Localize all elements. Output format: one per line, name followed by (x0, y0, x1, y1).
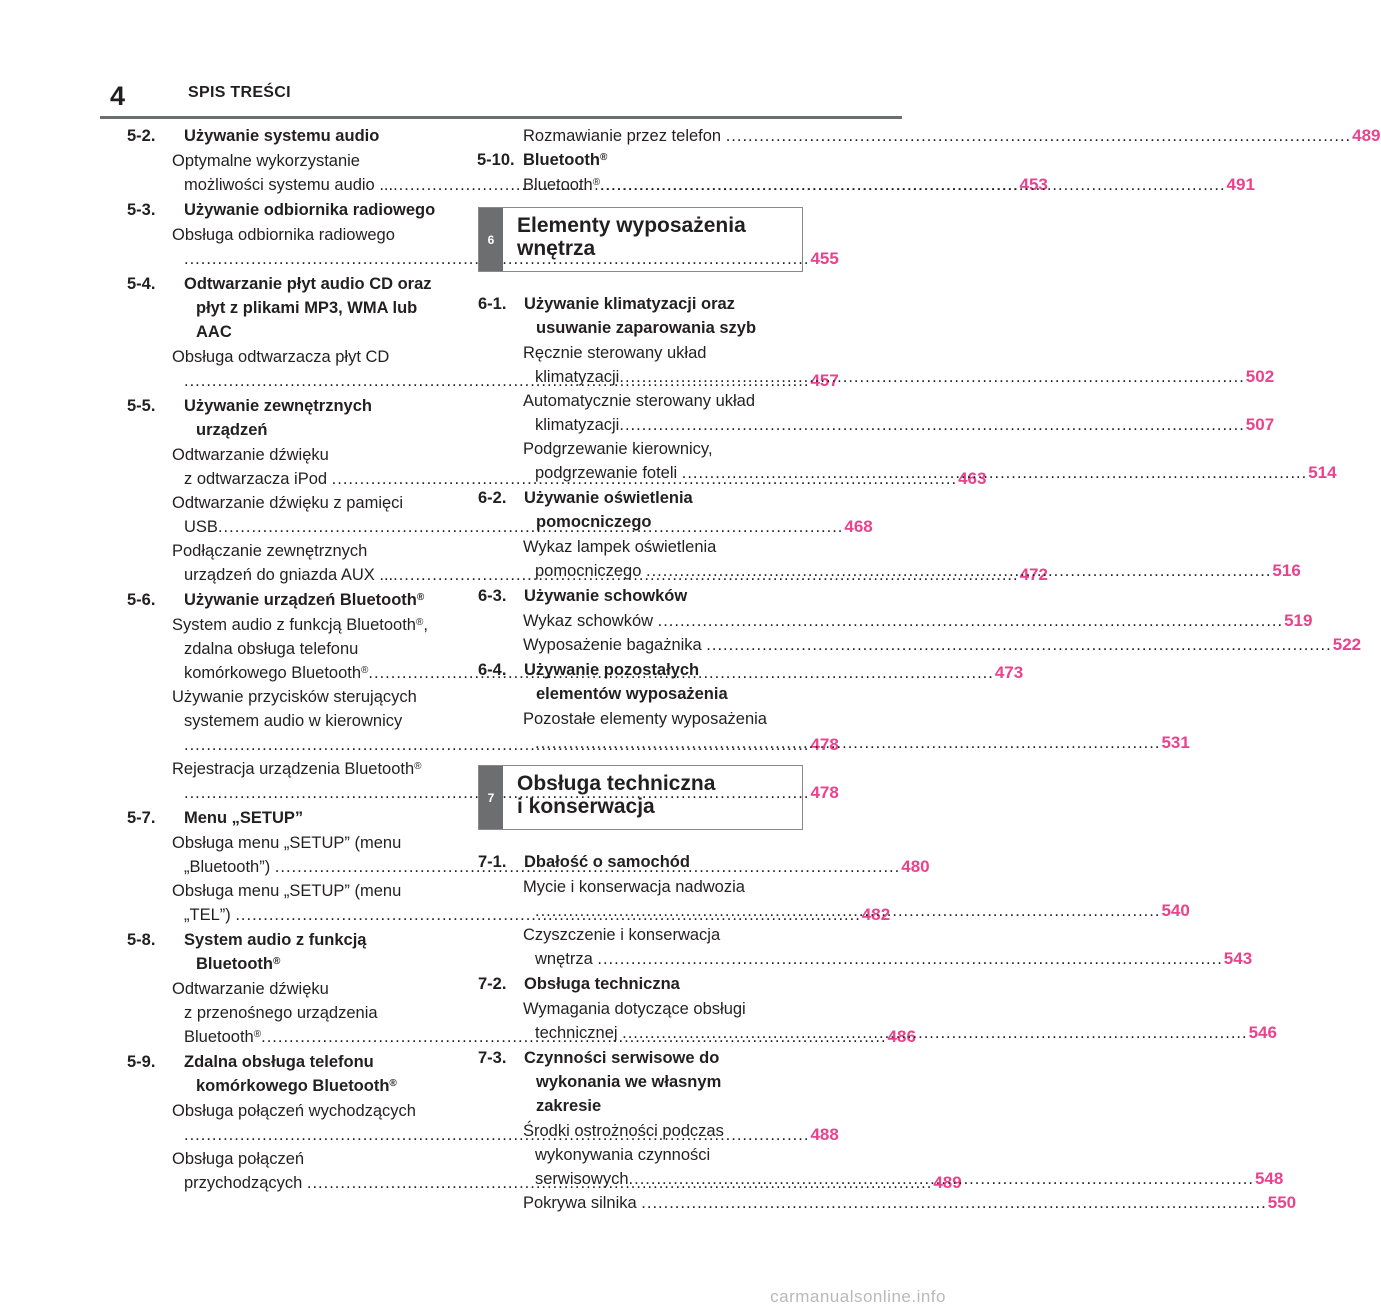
page-link[interactable]: 468 (844, 517, 873, 536)
header-title: SPIS TREŚCI (188, 84, 291, 101)
toc-entry-text: wnętrza (535, 950, 598, 968)
toc-entry-text: USB (184, 518, 218, 536)
toc-entry-line: Czyszczenie i konserwacja (523, 926, 721, 944)
section-number: 5-6. (127, 591, 156, 609)
toc-leader-line[interactable] (523, 413, 1275, 437)
toc-entry-line: Wykaz lampek oświetlenia (523, 538, 717, 556)
toc-entry-line: Obsługa odtwarzacza płyt CD (172, 348, 390, 366)
toc-leader-line[interactable] (172, 903, 891, 927)
toc-entry-line: Pozostałe elementy wyposażenia (523, 710, 767, 728)
toc-entry[interactable] (478, 609, 1313, 633)
section-heading[interactable] (127, 124, 457, 148)
chapter-title: Obsługa techniczna i konserwacja (517, 772, 716, 818)
section-number: 6-1. (478, 295, 507, 313)
toc-entry-line: Automatycznie sterowany układ (523, 392, 756, 410)
toc-leader-line[interactable] (172, 247, 839, 271)
page-header (100, 78, 902, 119)
page-link[interactable]: 453 (1019, 175, 1048, 194)
page-link[interactable]: 502 (1245, 367, 1275, 386)
page-link[interactable]: 478 (810, 735, 839, 754)
page-link[interactable]: 522 (1332, 635, 1362, 654)
section-heading[interactable] (478, 658, 808, 706)
page-link[interactable]: 478 (810, 783, 839, 802)
chapter-box[interactable] (478, 207, 803, 272)
leader-dots (535, 734, 1160, 752)
leader-dots (622, 1024, 1247, 1042)
toc-entry-line: System audio z funkcją Bluetooth®, (172, 616, 428, 634)
section-number: 5-8. (127, 931, 156, 949)
toc-entry-text: komórkowego Bluetooth® (184, 664, 369, 682)
toc-entry-text: „TEL”) (184, 906, 236, 924)
section-title: Używanie schowków (524, 587, 688, 605)
page-link[interactable]: 507 (1245, 415, 1275, 434)
page-link[interactable]: 514 (1308, 463, 1337, 482)
section-heading[interactable] (478, 486, 808, 534)
leader-dots (629, 1170, 1254, 1188)
section-title: Używanie klimatyzacji oraz usuwanie zaparowania szyb (524, 295, 757, 337)
toc-leader-line[interactable] (523, 1191, 1297, 1215)
toc-entry-text: urządzeń do gniazda AUX ... (184, 566, 394, 584)
toc-leader-line[interactable] (523, 947, 1253, 971)
toc-entry[interactable] (478, 633, 1362, 657)
page-link[interactable]: 540 (1161, 901, 1190, 920)
section-number: 5-7. (127, 809, 156, 827)
page-link[interactable]: 550 (1267, 1193, 1297, 1212)
section-heading[interactable] (127, 928, 457, 976)
section-title: Używanie zewnętrznych urządzeń (184, 397, 372, 439)
leader-dots (646, 562, 1271, 580)
page-link[interactable]: 457 (810, 371, 839, 390)
section-heading[interactable] (478, 850, 808, 874)
page-link[interactable]: 473 (994, 663, 1024, 682)
section-title: System audio z funkcją Bluetooth® (184, 931, 367, 973)
toc-leader-line[interactable] (172, 515, 873, 539)
section-number: 5-3. (127, 201, 156, 219)
toc-entry-text: pomocniczego (535, 562, 646, 580)
section-title: Zdalna obsługa telefonu komórkowego Bluetooth® (184, 1053, 397, 1095)
section-heading[interactable] (478, 584, 808, 608)
toc-entry-line: zdalna obsługa telefonu (184, 640, 359, 658)
section-title: Używanie pozostałych elementów wyposażenia (524, 661, 728, 703)
section-number: 5-4. (127, 275, 156, 293)
leader-dots (535, 902, 1160, 920)
toc-entry-text: Wykaz schowków (523, 612, 658, 630)
page-link[interactable]: 455 (810, 249, 839, 268)
section-number: 5-2. (127, 127, 156, 145)
leader-dots (726, 127, 1351, 145)
toc-entry[interactable] (478, 1191, 1297, 1215)
toc-entry-text: przychodzących (184, 1174, 307, 1192)
leader-dots (619, 368, 1244, 386)
toc-entry-line: Odtwarzanie dźwięku z pamięci (172, 494, 404, 512)
toc-entry-line: Obsługa połączeń (172, 1150, 305, 1168)
page-link[interactable]: 548 (1254, 1169, 1284, 1188)
toc-entry[interactable] (478, 389, 1275, 437)
toc-entry-text: możliwości systemu audio ... (184, 176, 394, 194)
chapter-tab: 7 (479, 766, 503, 829)
section-number: 7-1. (478, 853, 507, 871)
toc-entry-line: wykonywania czynności (535, 1146, 711, 1164)
page-link[interactable]: 543 (1223, 949, 1253, 968)
toc-entry-text: technicznej (535, 1024, 623, 1042)
leader-dots (597, 950, 1222, 968)
toc-entry-text: klimatyzacji (535, 368, 620, 386)
section-number: 5-10. (477, 151, 515, 169)
leader-dots (600, 176, 1225, 194)
page-link[interactable]: 546 (1248, 1023, 1277, 1042)
section-title: Czynności serwisowe do wykonania we własnym zakresie (524, 1049, 722, 1115)
toc-entry-text: serwisowych (535, 1170, 629, 1188)
toc-leader-line[interactable] (172, 733, 839, 757)
toc-entry-line: Obsługa menu „SETUP” (menu (172, 834, 402, 852)
leader-dots (706, 636, 1331, 654)
toc-entry-text: „Bluetooth”) (184, 858, 275, 876)
page-link[interactable]: 486 (887, 1027, 916, 1046)
section-number: 6-3. (478, 587, 507, 605)
page-link[interactable]: 488 (810, 1125, 839, 1144)
section-heading[interactable] (127, 272, 457, 344)
toc-entry-line: Podgrzewanie kierownicy, (523, 440, 713, 458)
leader-dots (658, 612, 1283, 630)
toc-entry-text: Wyposażenie bagażnika (523, 636, 707, 654)
toc-entry-line: Optymalne wykorzystanie (172, 152, 360, 170)
toc-entry-line: Obsługa odbiornika radiowego (172, 226, 395, 244)
section-heading[interactable] (478, 972, 808, 996)
chapter-title: Elementy wyposażenia wnętrza (517, 214, 746, 260)
page-link[interactable]: 519 (1284, 611, 1313, 630)
chapter-tab: 6 (479, 208, 503, 271)
section-title: Odtwarzanie płyt audio CD oraz płyt z plikami MP3, WMA lub AAC (184, 275, 432, 341)
toc-section (478, 584, 1362, 657)
section-title: Dbałość o samochód (524, 853, 690, 871)
section-number: 6-4. (478, 661, 507, 679)
toc-entry[interactable] (478, 124, 1381, 148)
page-number: 4 (110, 81, 126, 111)
section-number: 7-2. (478, 975, 507, 993)
toc-entry-line: Odtwarzanie dźwięku (172, 980, 329, 998)
toc-entry-text: klimatyzacji (535, 416, 620, 434)
leader-dots (682, 464, 1307, 482)
toc-entry[interactable] (478, 923, 1253, 971)
section-heading[interactable] (127, 806, 457, 830)
toc-entry-line: Wymagania dotyczące obsługi (523, 1000, 746, 1018)
toc-entry-line: Rejestracja urządzenia Bluetooth® (172, 760, 422, 778)
toc-entry-text: podgrzewanie foteli (535, 464, 682, 482)
toc-entry-line: Obsługa połączeń wychodzących (172, 1102, 416, 1120)
section-heading[interactable] (127, 588, 457, 612)
section-title: Menu „SETUP” (184, 809, 304, 827)
toc-entry-line: Podłączanie zewnętrznych (172, 542, 368, 560)
leader-dots (619, 416, 1244, 434)
toc-entry-text: Bluetooth® (184, 1028, 262, 1046)
section-title: Używanie odbiornika radiowego (184, 201, 436, 219)
toc-entry-text: Bluetooth® (523, 176, 601, 194)
toc-entry-line: Używanie przycisków sterujących (172, 688, 417, 706)
page-link[interactable]: 531 (1161, 733, 1190, 752)
leader-dots (641, 1194, 1266, 1212)
toc-leader-line[interactable] (523, 633, 1362, 657)
section-heading[interactable] (127, 394, 457, 442)
section-title: Używanie systemu audio (184, 127, 380, 145)
toc-entry-line: Odtwarzanie dźwięku (172, 446, 329, 464)
section-title: Używanie oświetlenia pomocniczego (524, 489, 693, 531)
section-number: 5-9. (127, 1053, 156, 1071)
section-heading[interactable] (127, 1050, 457, 1098)
toc-entry-line: systemem audio w kierownicy (184, 712, 403, 730)
toc-entry-line: Środki ostrożności podczas (523, 1122, 724, 1140)
page-link[interactable]: 480 (901, 857, 930, 876)
page-link[interactable]: 489 (933, 1173, 962, 1192)
page-link[interactable]: 489 (1352, 126, 1381, 145)
page-link[interactable]: 472 (1019, 565, 1048, 584)
toc-entry-text: Pokrywa silnika (523, 1194, 642, 1212)
page-link[interactable]: 463 (958, 469, 987, 488)
toc-entry-text: Rozmawianie przez telefon (523, 127, 726, 145)
section-title: Używanie urządzeń Bluetooth® (184, 591, 425, 609)
section-heading[interactable] (127, 198, 457, 222)
section-title: Obsługa techniczna (524, 975, 680, 993)
chapter-box[interactable] (478, 765, 803, 830)
section-number: 5-5. (127, 397, 156, 415)
toc-leader-line[interactable] (523, 124, 1381, 148)
page-link[interactable]: 482 (861, 905, 891, 924)
footer-watermark: carmanualsonline.info (770, 1287, 946, 1306)
section-heading[interactable] (477, 148, 808, 172)
toc-entry-line: Ręcznie sterowany układ (523, 344, 707, 362)
section-number: 7-3. (478, 1049, 507, 1067)
section-heading[interactable] (478, 1046, 808, 1118)
toc-entry-line: z przenośnego urządzenia (184, 1004, 378, 1022)
section-number: 6-2. (478, 489, 507, 507)
section-title: Bluetooth® (523, 151, 608, 169)
toc-entry-line: Obsługa menu „SETUP” (menu (172, 882, 402, 900)
page-link[interactable]: 491 (1226, 175, 1255, 194)
page-link[interactable]: 516 (1272, 561, 1301, 580)
toc-entry-line: Mycie i konserwacja nadwozia (523, 878, 745, 896)
toc-entry-text: z odtwarzacza iPod (184, 470, 332, 488)
toc-leader-line[interactable] (523, 609, 1313, 633)
section-heading[interactable] (478, 292, 808, 340)
